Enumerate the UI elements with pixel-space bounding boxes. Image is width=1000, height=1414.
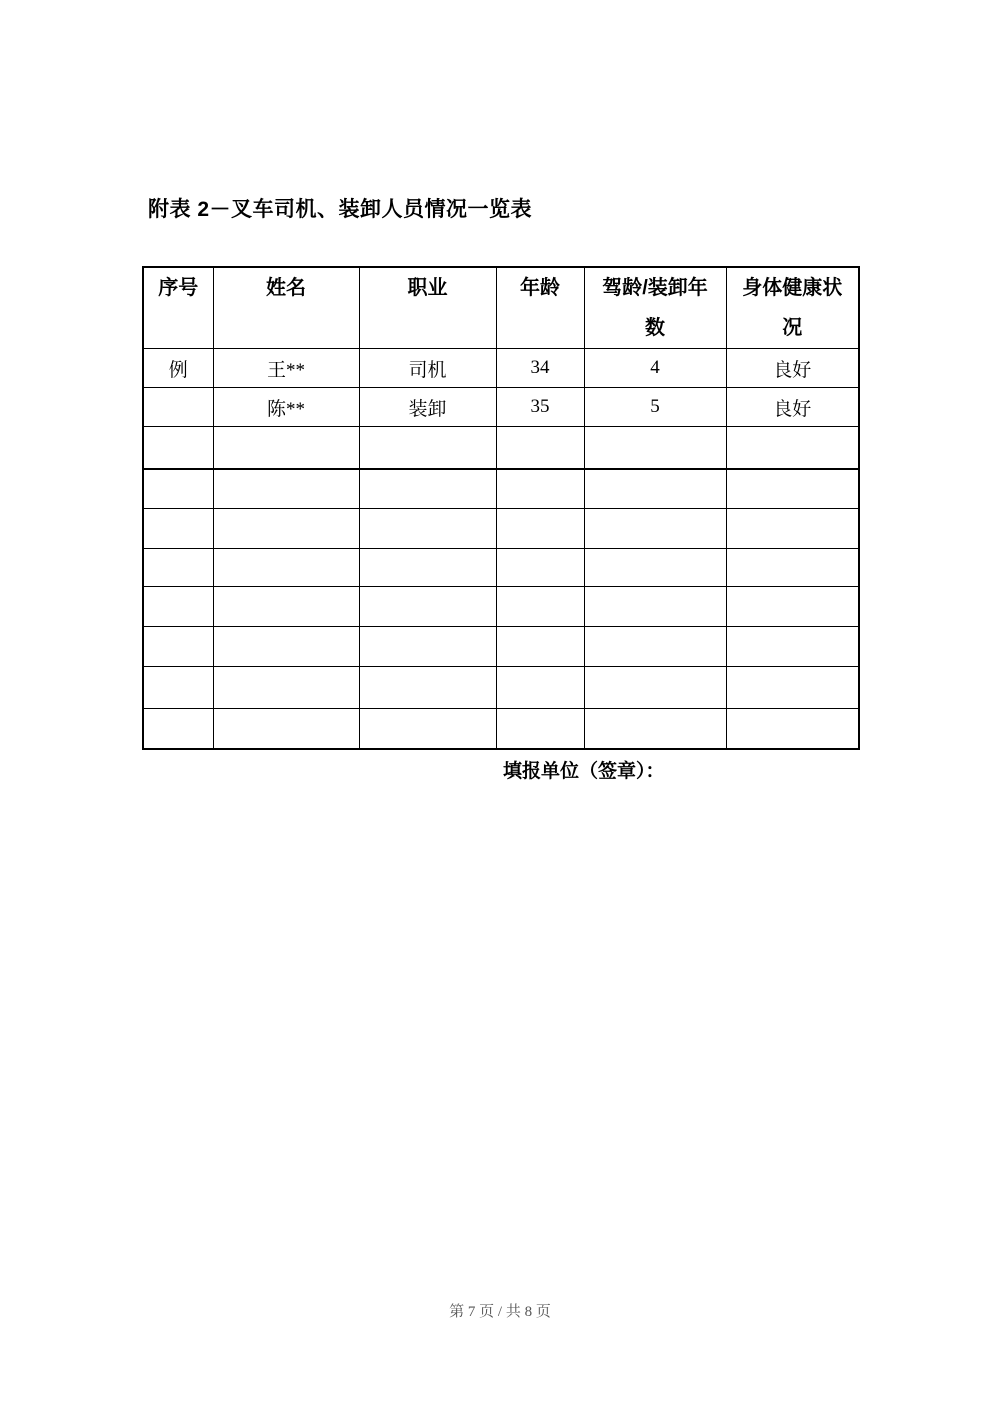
column-header-serial (143, 267, 213, 349)
cell-health (726, 549, 859, 587)
cell-experience-years (584, 509, 726, 549)
cell-age (496, 667, 584, 709)
column-header-name (213, 267, 359, 349)
cell-serial (143, 667, 213, 709)
cell-age: 35 (496, 388, 584, 427)
column-header-occupation-label: 职业 (407, 277, 448, 299)
table-row-empty (143, 587, 859, 627)
table-row-empty (143, 469, 859, 509)
cell-experience-years: 4 (584, 349, 726, 388)
table-row-empty (143, 509, 859, 549)
cell-health (726, 627, 859, 667)
cell-experience-years: 5 (584, 388, 726, 427)
cell-serial: 例 (143, 349, 213, 388)
cell-health: 良好 (726, 388, 859, 427)
page-title: 附表 2－叉车司机、装卸人员情况一览表 (148, 198, 533, 221)
column-header-health (726, 267, 859, 349)
cell-name (213, 627, 359, 667)
page-number-footer: 第 7 页 / 共 8 页 (449, 1304, 551, 1320)
cell-occupation (359, 627, 496, 667)
table-row-empty (143, 709, 859, 749)
cell-age (496, 627, 584, 667)
cell-serial (143, 627, 213, 667)
cell-serial (143, 427, 213, 469)
cell-experience-years (584, 667, 726, 709)
table-row-empty (143, 427, 859, 469)
cell-name: 王** (213, 349, 359, 388)
cell-age (496, 509, 584, 549)
cell-age (496, 709, 584, 749)
table-row-empty (143, 627, 859, 667)
cell-health (726, 469, 859, 509)
cell-name (213, 549, 359, 587)
cell-occupation (359, 549, 496, 587)
cell-health: 良好 (726, 349, 859, 388)
cell-occupation: 司机 (359, 349, 496, 388)
cell-health (726, 709, 859, 749)
column-header-age-label: 年龄 (520, 277, 560, 299)
cell-name (213, 709, 359, 749)
cell-name (213, 667, 359, 709)
cell-serial (143, 549, 213, 587)
table-header-row (143, 267, 859, 349)
cell-age (496, 427, 584, 469)
table-row-example (143, 349, 859, 388)
cell-age (496, 587, 584, 627)
cell-health (726, 427, 859, 469)
column-header-experience-years (584, 267, 726, 349)
cell-occupation: 装卸 (359, 388, 496, 427)
cell-health (726, 667, 859, 709)
column-header-occupation (359, 267, 496, 349)
cell-occupation (359, 709, 496, 749)
column-header-name-label: 姓名 (266, 277, 306, 299)
cell-occupation (359, 587, 496, 627)
cell-serial (143, 709, 213, 749)
cell-serial (143, 509, 213, 549)
cell-name: 陈** (213, 388, 359, 427)
cell-age (496, 549, 584, 587)
cell-age: 34 (496, 349, 584, 388)
table-body (143, 349, 859, 749)
column-header-health-label: 身体健康状况 (742, 277, 843, 339)
cell-serial (143, 587, 213, 627)
cell-serial (143, 469, 213, 509)
cell-name (213, 509, 359, 549)
cell-name (213, 469, 359, 509)
cell-age (496, 469, 584, 509)
cell-experience-years (584, 587, 726, 627)
cell-occupation (359, 667, 496, 709)
cell-experience-years (584, 627, 726, 667)
cell-name (213, 427, 359, 469)
cell-name (213, 587, 359, 627)
cell-experience-years (584, 469, 726, 509)
cell-experience-years (584, 427, 726, 469)
cell-experience-years (584, 549, 726, 587)
cell-health (726, 587, 859, 627)
personnel-table (142, 266, 860, 750)
reporting-unit-signature-label: 填报单位（签章）： (503, 761, 665, 782)
table-row-empty (143, 667, 859, 709)
cell-serial (143, 388, 213, 427)
table-row-example-2 (143, 388, 859, 427)
cell-occupation (359, 427, 496, 469)
cell-occupation (359, 469, 496, 509)
column-header-age (496, 267, 584, 349)
table-row-empty (143, 549, 859, 587)
cell-health (726, 509, 859, 549)
cell-occupation (359, 509, 496, 549)
cell-experience-years (584, 709, 726, 749)
column-header-serial-label: 序号 (158, 277, 199, 299)
column-header-experience-years-label: 驾龄/装卸年数 (602, 277, 708, 339)
table-header (143, 267, 859, 349)
